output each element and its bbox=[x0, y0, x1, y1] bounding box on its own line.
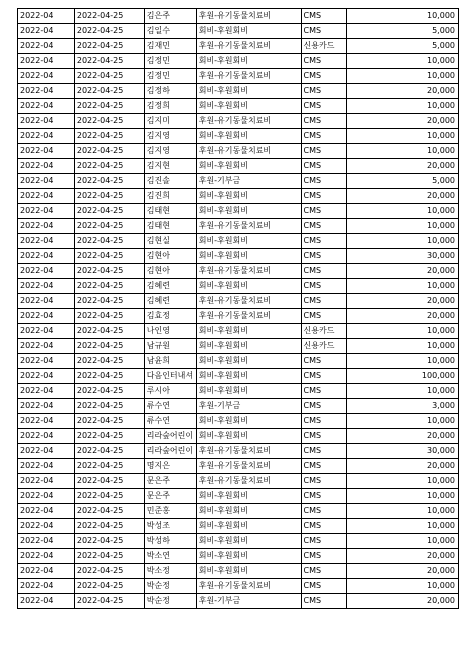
category-cell: 후원-유기동물치료비 bbox=[196, 69, 301, 84]
payment-method-cell: CMS bbox=[301, 354, 347, 369]
donor-name-cell: 김현실 bbox=[144, 234, 196, 249]
donor-name-cell: 박순정 bbox=[144, 579, 196, 594]
ledger-body bbox=[18, 9, 459, 609]
month-cell: 2022-04 bbox=[18, 549, 75, 564]
donor-name-cell: 김정하 bbox=[144, 84, 196, 99]
payment-method-cell: CMS bbox=[301, 174, 347, 189]
payment-method-cell: CMS bbox=[301, 519, 347, 534]
payment-method-cell: CMS bbox=[301, 99, 347, 114]
date-cell: 2022-04-25 bbox=[74, 189, 144, 204]
table-row bbox=[18, 354, 459, 369]
payment-method-cell: CMS bbox=[301, 474, 347, 489]
category-cell: 회비-후원회비 bbox=[196, 369, 301, 384]
date-cell: 2022-04-25 bbox=[74, 204, 144, 219]
category-cell: 회비-후원회비 bbox=[196, 414, 301, 429]
table-row bbox=[18, 414, 459, 429]
amount-cell: 20,000 bbox=[347, 264, 459, 279]
category-cell: 회비-후원회비 bbox=[196, 549, 301, 564]
amount-cell: 10,000 bbox=[347, 9, 459, 24]
date-cell: 2022-04-25 bbox=[74, 399, 144, 414]
donor-name-cell: 다음인터내셔 bbox=[144, 369, 196, 384]
date-cell: 2022-04-25 bbox=[74, 369, 144, 384]
table-row bbox=[18, 564, 459, 579]
month-cell: 2022-04 bbox=[18, 9, 75, 24]
date-cell: 2022-04-25 bbox=[74, 9, 144, 24]
month-cell: 2022-04 bbox=[18, 249, 75, 264]
amount-cell: 10,000 bbox=[347, 99, 459, 114]
month-cell: 2022-04 bbox=[18, 54, 75, 69]
table-row bbox=[18, 84, 459, 99]
amount-cell: 10,000 bbox=[347, 324, 459, 339]
category-cell: 회비-후원회비 bbox=[196, 489, 301, 504]
payment-method-cell: CMS bbox=[301, 444, 347, 459]
date-cell: 2022-04-25 bbox=[74, 114, 144, 129]
date-cell: 2022-04-25 bbox=[74, 99, 144, 114]
payment-method-cell: CMS bbox=[301, 489, 347, 504]
payment-method-cell: 신용카드 bbox=[301, 39, 347, 54]
month-cell: 2022-04 bbox=[18, 369, 75, 384]
donor-name-cell: 류수연 bbox=[144, 414, 196, 429]
category-cell: 후원-기부금 bbox=[196, 399, 301, 414]
table-row bbox=[18, 489, 459, 504]
category-cell: 후원-유기동물치료비 bbox=[196, 9, 301, 24]
payment-method-cell: CMS bbox=[301, 564, 347, 579]
month-cell: 2022-04 bbox=[18, 294, 75, 309]
payment-method-cell: CMS bbox=[301, 84, 347, 99]
payment-method-cell: CMS bbox=[301, 369, 347, 384]
table-row bbox=[18, 339, 459, 354]
category-cell: 회비-후원회비 bbox=[196, 249, 301, 264]
amount-cell: 30,000 bbox=[347, 444, 459, 459]
category-cell: 후원-유기동물치료비 bbox=[196, 309, 301, 324]
month-cell: 2022-04 bbox=[18, 354, 75, 369]
payment-method-cell: CMS bbox=[301, 504, 347, 519]
month-cell: 2022-04 bbox=[18, 564, 75, 579]
payment-method-cell: CMS bbox=[301, 249, 347, 264]
date-cell: 2022-04-25 bbox=[74, 534, 144, 549]
month-cell: 2022-04 bbox=[18, 279, 75, 294]
table-row bbox=[18, 219, 459, 234]
table-row bbox=[18, 279, 459, 294]
table-row bbox=[18, 369, 459, 384]
category-cell: 회비-후원회비 bbox=[196, 354, 301, 369]
table-row bbox=[18, 24, 459, 39]
payment-method-cell: CMS bbox=[301, 219, 347, 234]
month-cell: 2022-04 bbox=[18, 459, 75, 474]
category-cell: 후원-유기동물치료비 bbox=[196, 219, 301, 234]
donor-name-cell: 박소정 bbox=[144, 564, 196, 579]
table-row bbox=[18, 99, 459, 114]
donor-name-cell: 김재민 bbox=[144, 39, 196, 54]
date-cell: 2022-04-25 bbox=[74, 444, 144, 459]
table-row bbox=[18, 114, 459, 129]
date-cell: 2022-04-25 bbox=[74, 219, 144, 234]
donor-name-cell: 명지은 bbox=[144, 459, 196, 474]
payment-method-cell: CMS bbox=[301, 594, 347, 609]
category-cell: 회비-후원회비 bbox=[196, 189, 301, 204]
month-cell: 2022-04 bbox=[18, 534, 75, 549]
date-cell: 2022-04-25 bbox=[74, 339, 144, 354]
category-cell: 후원-유기동물치료비 bbox=[196, 264, 301, 279]
payment-method-cell: CMS bbox=[301, 279, 347, 294]
month-cell: 2022-04 bbox=[18, 489, 75, 504]
donor-name-cell: 나인영 bbox=[144, 324, 196, 339]
date-cell: 2022-04-25 bbox=[74, 84, 144, 99]
date-cell: 2022-04-25 bbox=[74, 249, 144, 264]
amount-cell: 20,000 bbox=[347, 84, 459, 99]
month-cell: 2022-04 bbox=[18, 144, 75, 159]
payment-method-cell: CMS bbox=[301, 54, 347, 69]
month-cell: 2022-04 bbox=[18, 84, 75, 99]
month-cell: 2022-04 bbox=[18, 264, 75, 279]
payment-method-cell: CMS bbox=[301, 399, 347, 414]
payment-method-cell: CMS bbox=[301, 24, 347, 39]
month-cell: 2022-04 bbox=[18, 159, 75, 174]
date-cell: 2022-04-25 bbox=[74, 354, 144, 369]
month-cell: 2022-04 bbox=[18, 114, 75, 129]
payment-method-cell: CMS bbox=[301, 144, 347, 159]
donor-name-cell: 류수연 bbox=[144, 399, 196, 414]
amount-cell: 5,000 bbox=[347, 24, 459, 39]
date-cell: 2022-04-25 bbox=[74, 144, 144, 159]
date-cell: 2022-04-25 bbox=[74, 504, 144, 519]
amount-cell: 10,000 bbox=[347, 234, 459, 249]
date-cell: 2022-04-25 bbox=[74, 129, 144, 144]
category-cell: 후원-유기동물치료비 bbox=[196, 579, 301, 594]
table-row bbox=[18, 594, 459, 609]
category-cell: 회비-후원회비 bbox=[196, 54, 301, 69]
category-cell: 회비-후원회비 bbox=[196, 159, 301, 174]
date-cell: 2022-04-25 bbox=[74, 309, 144, 324]
category-cell: 회비-후원회비 bbox=[196, 429, 301, 444]
amount-cell: 10,000 bbox=[347, 339, 459, 354]
donor-name-cell: 문은주 bbox=[144, 489, 196, 504]
month-cell: 2022-04 bbox=[18, 129, 75, 144]
donor-name-cell: 리라숲어린이 bbox=[144, 444, 196, 459]
date-cell: 2022-04-25 bbox=[74, 159, 144, 174]
category-cell: 후원-기부금 bbox=[196, 174, 301, 189]
amount-cell: 10,000 bbox=[347, 129, 459, 144]
payment-method-cell: CMS bbox=[301, 234, 347, 249]
category-cell: 후원-유기동물치료비 bbox=[196, 444, 301, 459]
date-cell: 2022-04-25 bbox=[74, 174, 144, 189]
donor-name-cell: 김정민 bbox=[144, 54, 196, 69]
month-cell: 2022-04 bbox=[18, 24, 75, 39]
table-row bbox=[18, 174, 459, 189]
date-cell: 2022-04-25 bbox=[74, 294, 144, 309]
amount-cell: 10,000 bbox=[347, 414, 459, 429]
donor-name-cell: 박소연 bbox=[144, 549, 196, 564]
payment-method-cell: CMS bbox=[301, 534, 347, 549]
amount-cell: 10,000 bbox=[347, 54, 459, 69]
date-cell: 2022-04-25 bbox=[74, 489, 144, 504]
month-cell: 2022-04 bbox=[18, 504, 75, 519]
category-cell: 회비-후원회비 bbox=[196, 279, 301, 294]
date-cell: 2022-04-25 bbox=[74, 474, 144, 489]
table-row bbox=[18, 69, 459, 84]
date-cell: 2022-04-25 bbox=[74, 564, 144, 579]
donor-name-cell: 김정희 bbox=[144, 99, 196, 114]
donor-name-cell: 김현아 bbox=[144, 249, 196, 264]
category-cell: 후원-유기동물치료비 bbox=[196, 39, 301, 54]
donor-name-cell: 박성조 bbox=[144, 519, 196, 534]
donor-name-cell: 박순정 bbox=[144, 594, 196, 609]
month-cell: 2022-04 bbox=[18, 519, 75, 534]
month-cell: 2022-04 bbox=[18, 69, 75, 84]
date-cell: 2022-04-25 bbox=[74, 414, 144, 429]
donor-name-cell: 김지영 bbox=[144, 129, 196, 144]
payment-method-cell: CMS bbox=[301, 114, 347, 129]
table-row bbox=[18, 144, 459, 159]
month-cell: 2022-04 bbox=[18, 429, 75, 444]
category-cell: 회비-후원회비 bbox=[196, 339, 301, 354]
amount-cell: 10,000 bbox=[347, 204, 459, 219]
donor-name-cell: 김지미 bbox=[144, 114, 196, 129]
date-cell: 2022-04-25 bbox=[74, 384, 144, 399]
payment-method-cell: CMS bbox=[301, 129, 347, 144]
amount-cell: 10,000 bbox=[347, 579, 459, 594]
donor-name-cell: 김진솔 bbox=[144, 174, 196, 189]
amount-cell: 20,000 bbox=[347, 309, 459, 324]
amount-cell: 3,000 bbox=[347, 399, 459, 414]
table-row bbox=[18, 249, 459, 264]
month-cell: 2022-04 bbox=[18, 399, 75, 414]
category-cell: 회비-후원회비 bbox=[196, 204, 301, 219]
amount-cell: 10,000 bbox=[347, 534, 459, 549]
month-cell: 2022-04 bbox=[18, 324, 75, 339]
month-cell: 2022-04 bbox=[18, 384, 75, 399]
donor-name-cell: 김혜련 bbox=[144, 279, 196, 294]
month-cell: 2022-04 bbox=[18, 189, 75, 204]
table-row bbox=[18, 429, 459, 444]
month-cell: 2022-04 bbox=[18, 219, 75, 234]
payment-method-cell: CMS bbox=[301, 69, 347, 84]
table-row bbox=[18, 519, 459, 534]
table-row bbox=[18, 324, 459, 339]
donor-name-cell: 김효정 bbox=[144, 309, 196, 324]
table-row bbox=[18, 549, 459, 564]
category-cell: 회비-후원회비 bbox=[196, 504, 301, 519]
amount-cell: 5,000 bbox=[347, 174, 459, 189]
category-cell: 후원-유기동물치료비 bbox=[196, 459, 301, 474]
month-cell: 2022-04 bbox=[18, 444, 75, 459]
amount-cell: 20,000 bbox=[347, 294, 459, 309]
amount-cell: 10,000 bbox=[347, 474, 459, 489]
amount-cell: 20,000 bbox=[347, 564, 459, 579]
category-cell: 회비-후원회비 bbox=[196, 84, 301, 99]
payment-method-cell: CMS bbox=[301, 414, 347, 429]
amount-cell: 20,000 bbox=[347, 189, 459, 204]
payment-method-cell: CMS bbox=[301, 294, 347, 309]
donor-name-cell: 김지현 bbox=[144, 159, 196, 174]
category-cell: 후원-유기동물치료비 bbox=[196, 474, 301, 489]
table-row bbox=[18, 309, 459, 324]
month-cell: 2022-04 bbox=[18, 414, 75, 429]
month-cell: 2022-04 bbox=[18, 579, 75, 594]
date-cell: 2022-04-25 bbox=[74, 264, 144, 279]
amount-cell: 10,000 bbox=[347, 489, 459, 504]
payment-method-cell: CMS bbox=[301, 384, 347, 399]
amount-cell: 20,000 bbox=[347, 459, 459, 474]
donation-ledger-sheet bbox=[17, 8, 459, 609]
date-cell: 2022-04-25 bbox=[74, 54, 144, 69]
category-cell: 후원-유기동물치료비 bbox=[196, 294, 301, 309]
category-cell: 후원-유기동물치료비 bbox=[196, 114, 301, 129]
date-cell: 2022-04-25 bbox=[74, 459, 144, 474]
payment-method-cell: CMS bbox=[301, 264, 347, 279]
amount-cell: 20,000 bbox=[347, 594, 459, 609]
date-cell: 2022-04-25 bbox=[74, 39, 144, 54]
donor-name-cell: 남규원 bbox=[144, 339, 196, 354]
month-cell: 2022-04 bbox=[18, 339, 75, 354]
amount-cell: 10,000 bbox=[347, 279, 459, 294]
date-cell: 2022-04-25 bbox=[74, 234, 144, 249]
category-cell: 회비-후원회비 bbox=[196, 129, 301, 144]
payment-method-cell: CMS bbox=[301, 9, 347, 24]
date-cell: 2022-04-25 bbox=[74, 24, 144, 39]
table-row bbox=[18, 54, 459, 69]
amount-cell: 20,000 bbox=[347, 159, 459, 174]
payment-method-cell: 신용카드 bbox=[301, 339, 347, 354]
donor-name-cell: 김일수 bbox=[144, 24, 196, 39]
payment-method-cell: CMS bbox=[301, 189, 347, 204]
donor-name-cell: 박성하 bbox=[144, 534, 196, 549]
payment-method-cell: CMS bbox=[301, 549, 347, 564]
category-cell: 회비-후원회비 bbox=[196, 519, 301, 534]
table-row bbox=[18, 204, 459, 219]
table-row bbox=[18, 399, 459, 414]
payment-method-cell: CMS bbox=[301, 309, 347, 324]
donor-name-cell: 김은주 bbox=[144, 9, 196, 24]
donor-name-cell: 루시아 bbox=[144, 384, 196, 399]
table-row bbox=[18, 189, 459, 204]
table-row bbox=[18, 504, 459, 519]
table-row bbox=[18, 9, 459, 24]
month-cell: 2022-04 bbox=[18, 174, 75, 189]
payment-method-cell: 신용카드 bbox=[301, 324, 347, 339]
donor-name-cell: 문은주 bbox=[144, 474, 196, 489]
category-cell: 회비-후원회비 bbox=[196, 564, 301, 579]
category-cell: 회비-후원회비 bbox=[196, 384, 301, 399]
table-row bbox=[18, 384, 459, 399]
amount-cell: 10,000 bbox=[347, 69, 459, 84]
table-row bbox=[18, 129, 459, 144]
category-cell: 후원-유기동물치료비 bbox=[196, 144, 301, 159]
table-row bbox=[18, 294, 459, 309]
donor-name-cell: 남윤희 bbox=[144, 354, 196, 369]
table-row bbox=[18, 39, 459, 54]
amount-cell: 10,000 bbox=[347, 144, 459, 159]
donation-ledger-table bbox=[17, 8, 459, 609]
donor-name-cell: 김정민 bbox=[144, 69, 196, 84]
payment-method-cell: CMS bbox=[301, 159, 347, 174]
date-cell: 2022-04-25 bbox=[74, 594, 144, 609]
amount-cell: 30,000 bbox=[347, 249, 459, 264]
date-cell: 2022-04-25 bbox=[74, 549, 144, 564]
payment-method-cell: CMS bbox=[301, 204, 347, 219]
month-cell: 2022-04 bbox=[18, 309, 75, 324]
table-row bbox=[18, 579, 459, 594]
category-cell: 회비-후원회비 bbox=[196, 534, 301, 549]
month-cell: 2022-04 bbox=[18, 474, 75, 489]
amount-cell: 10,000 bbox=[347, 384, 459, 399]
category-cell: 회비-후원회비 bbox=[196, 24, 301, 39]
payment-method-cell: CMS bbox=[301, 579, 347, 594]
table-row bbox=[18, 264, 459, 279]
date-cell: 2022-04-25 bbox=[74, 519, 144, 534]
amount-cell: 10,000 bbox=[347, 519, 459, 534]
category-cell: 회비-후원회비 bbox=[196, 99, 301, 114]
table-row bbox=[18, 474, 459, 489]
donor-name-cell: 김지영 bbox=[144, 144, 196, 159]
date-cell: 2022-04-25 bbox=[74, 429, 144, 444]
donor-name-cell: 김태현 bbox=[144, 219, 196, 234]
date-cell: 2022-04-25 bbox=[74, 279, 144, 294]
month-cell: 2022-04 bbox=[18, 594, 75, 609]
date-cell: 2022-04-25 bbox=[74, 324, 144, 339]
month-cell: 2022-04 bbox=[18, 234, 75, 249]
amount-cell: 20,000 bbox=[347, 114, 459, 129]
donor-name-cell: 리라숲어린이 bbox=[144, 429, 196, 444]
payment-method-cell: CMS bbox=[301, 429, 347, 444]
donor-name-cell: 김진희 bbox=[144, 189, 196, 204]
donor-name-cell: 김혜련 bbox=[144, 294, 196, 309]
table-row bbox=[18, 234, 459, 249]
table-row bbox=[18, 459, 459, 474]
table-row bbox=[18, 534, 459, 549]
category-cell: 회비-후원회비 bbox=[196, 324, 301, 339]
payment-method-cell: CMS bbox=[301, 459, 347, 474]
month-cell: 2022-04 bbox=[18, 204, 75, 219]
amount-cell: 100,000 bbox=[347, 369, 459, 384]
amount-cell: 10,000 bbox=[347, 219, 459, 234]
month-cell: 2022-04 bbox=[18, 99, 75, 114]
date-cell: 2022-04-25 bbox=[74, 579, 144, 594]
donor-name-cell: 민준홍 bbox=[144, 504, 196, 519]
donor-name-cell: 김현아 bbox=[144, 264, 196, 279]
amount-cell: 20,000 bbox=[347, 549, 459, 564]
table-row bbox=[18, 444, 459, 459]
month-cell: 2022-04 bbox=[18, 39, 75, 54]
date-cell: 2022-04-25 bbox=[74, 69, 144, 84]
category-cell: 회비-후원회비 bbox=[196, 234, 301, 249]
amount-cell: 20,000 bbox=[347, 429, 459, 444]
category-cell: 후원-기부금 bbox=[196, 594, 301, 609]
amount-cell: 10,000 bbox=[347, 354, 459, 369]
amount-cell: 10,000 bbox=[347, 504, 459, 519]
amount-cell: 5,000 bbox=[347, 39, 459, 54]
donor-name-cell: 김태현 bbox=[144, 204, 196, 219]
table-row bbox=[18, 159, 459, 174]
